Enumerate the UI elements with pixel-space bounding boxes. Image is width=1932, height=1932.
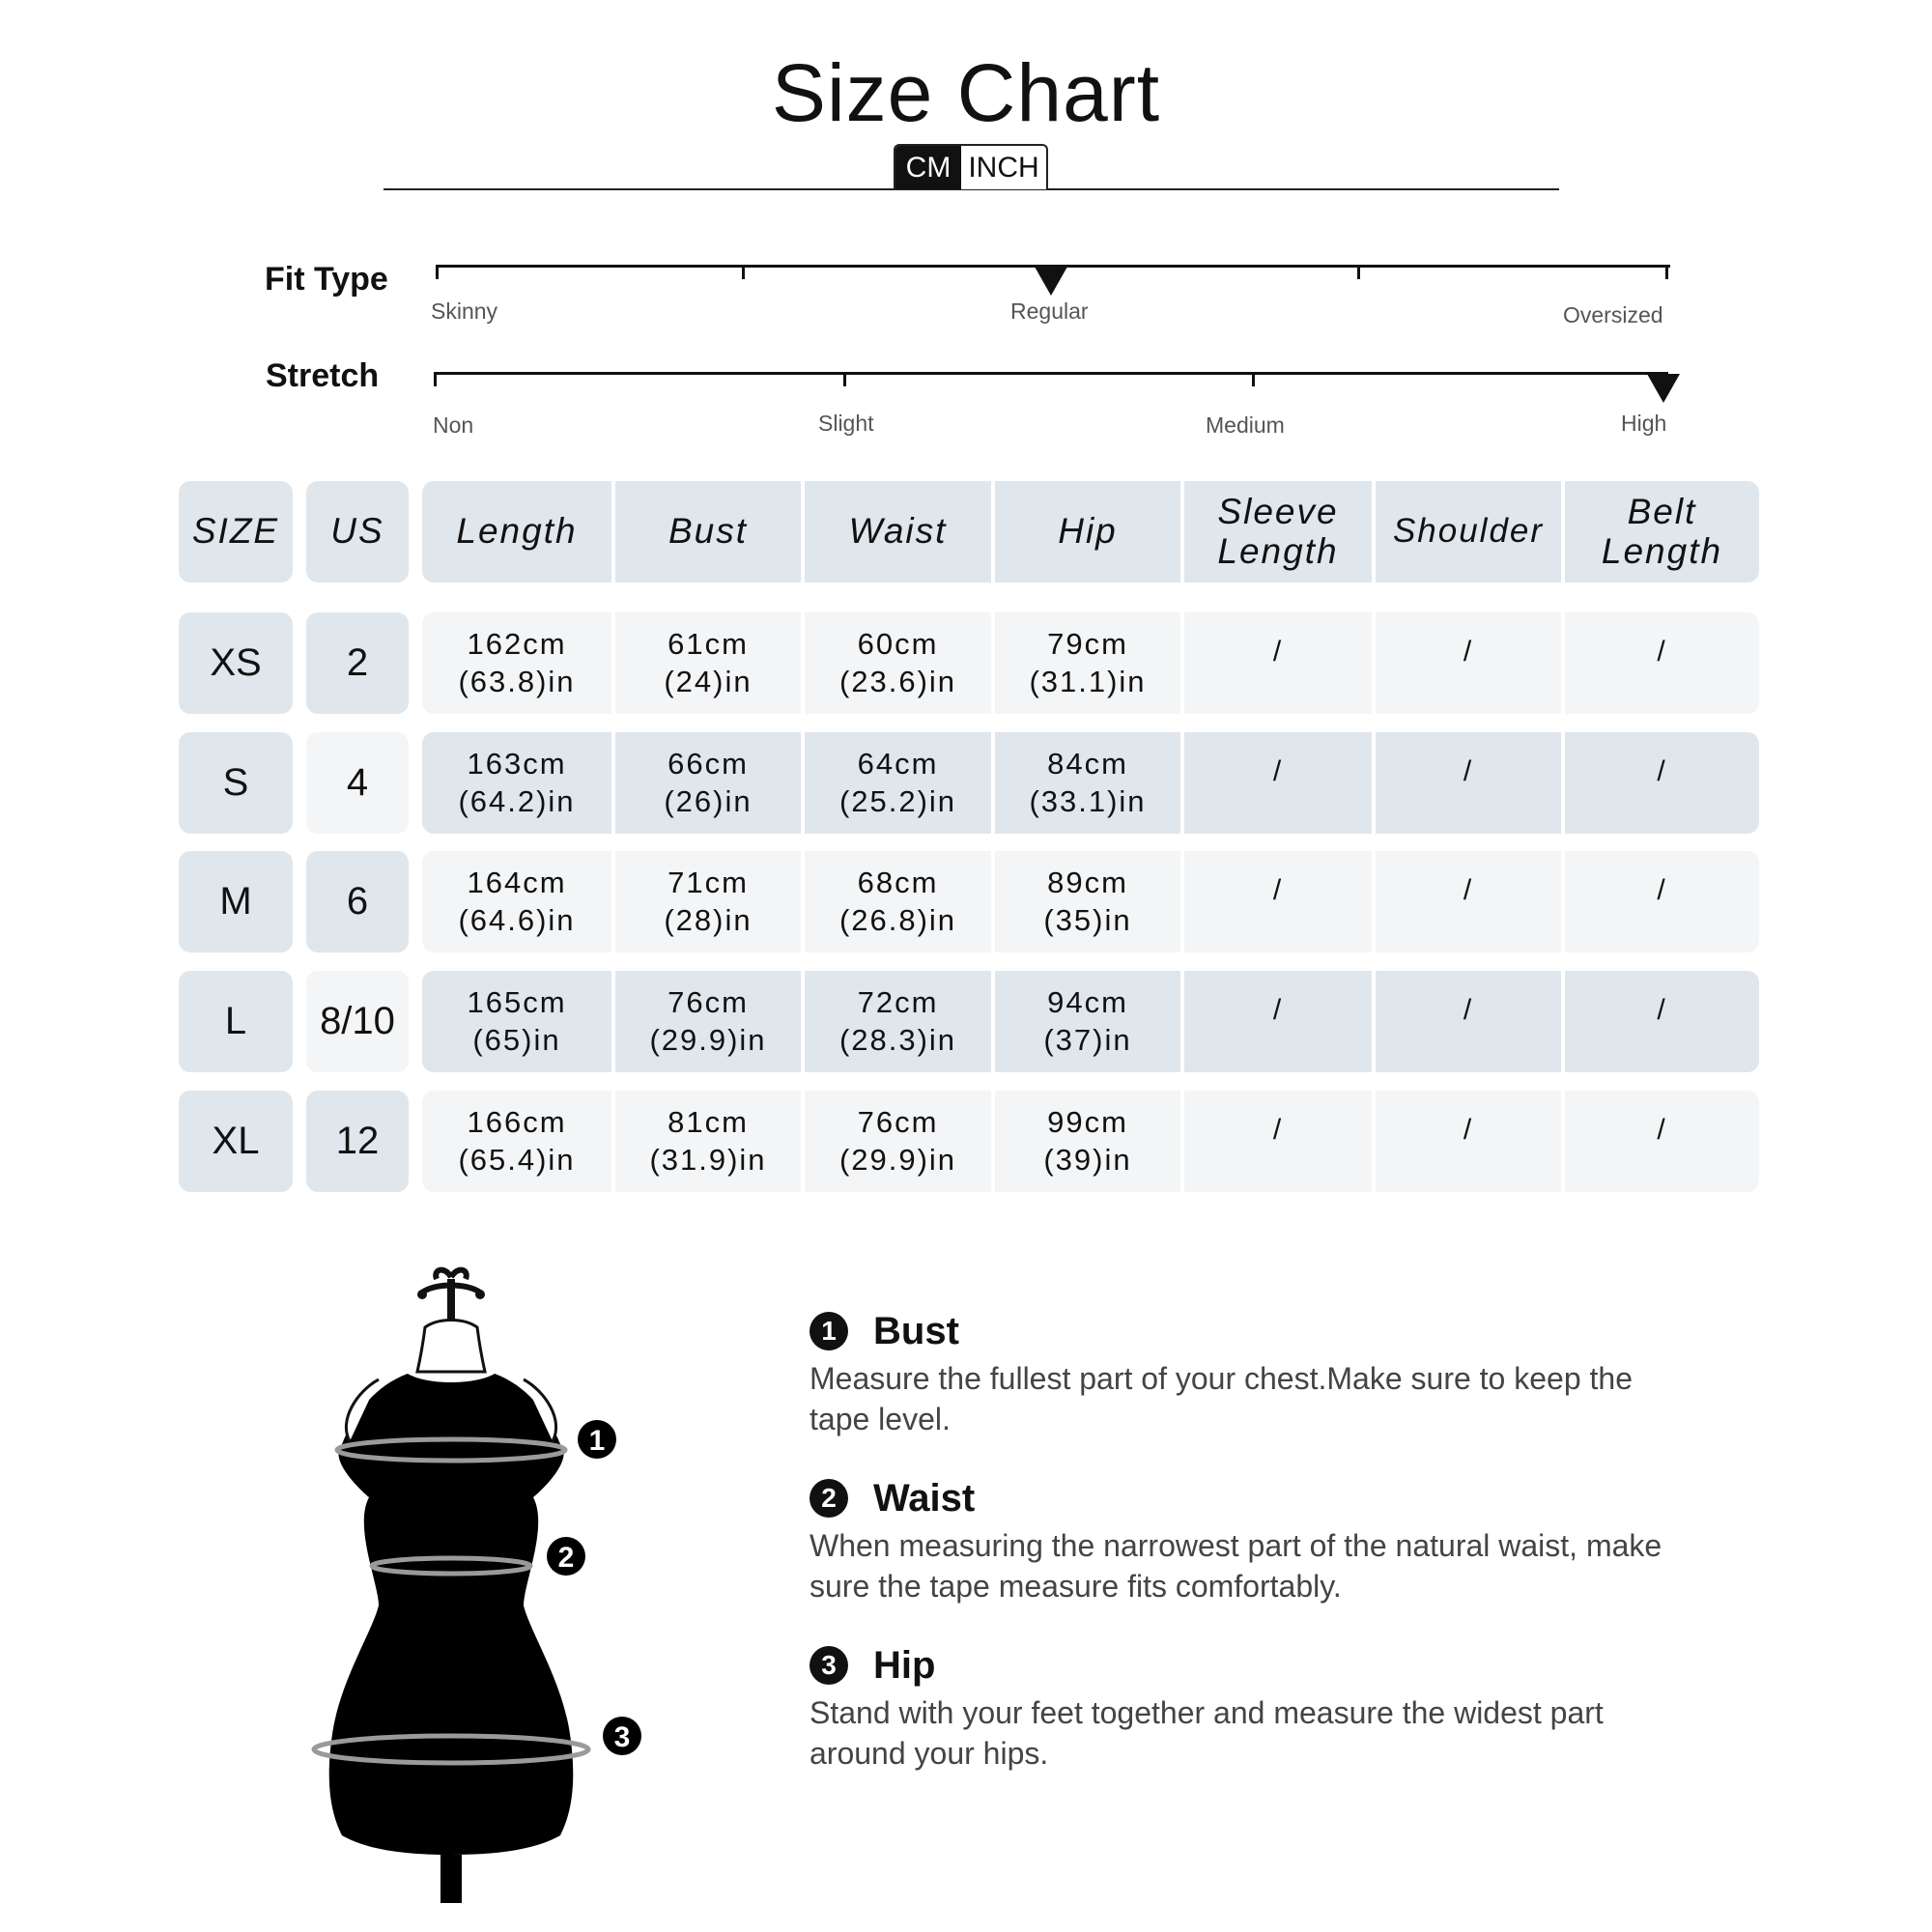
column-separator: [1180, 732, 1184, 834]
bust-in: (29.9)in: [649, 1022, 767, 1057]
column-separator: [1372, 1091, 1376, 1192]
size-cell: XL: [179, 1091, 293, 1192]
column-separator: [1372, 851, 1376, 952]
bust-in: (24)in: [664, 664, 753, 698]
column-separator: [1561, 732, 1565, 834]
header-shoulder: Shoulder: [1392, 512, 1545, 551]
size-cell: S: [179, 732, 293, 834]
waist-cm: 72cm: [857, 984, 939, 1019]
length-cell: [422, 971, 611, 1072]
column-separator: [611, 851, 615, 952]
hip-cm: 89cm: [1047, 865, 1128, 899]
unit-cm-tab[interactable]: CM: [895, 146, 961, 189]
column-separator: [991, 971, 995, 1072]
hip-in: (37)in: [1043, 1022, 1132, 1057]
hip-cell: [995, 612, 1180, 714]
marker-2-icon: [547, 1537, 585, 1576]
column-separator: [611, 1091, 615, 1192]
guide-desc-line: When measuring the narrowest part of the natural waist, make: [810, 1528, 1662, 1563]
stretch-option-non: Non: [433, 412, 474, 438]
hip-cell: [995, 851, 1180, 952]
column-separator: [801, 612, 805, 714]
column-separator: [1180, 971, 1184, 1072]
length-in: (63.8)in: [458, 664, 576, 698]
column-separator: [801, 851, 805, 952]
column-separator: [991, 732, 995, 834]
header-waist: Waist: [848, 511, 948, 552]
bust-in: (28)in: [664, 902, 753, 937]
dress-form-neck: [417, 1321, 485, 1373]
header-bust: Bust: [668, 511, 749, 552]
length-cm: 163cm: [467, 746, 567, 781]
bust-cm: 61cm: [668, 626, 749, 661]
table-row: [422, 612, 1759, 714]
shoulder-cell: /: [1463, 994, 1474, 1026]
size-cell: M: [179, 851, 293, 952]
guide-desc-line: sure the tape measure fits comfortably.: [810, 1568, 1342, 1604]
guide-title: Waist: [873, 1476, 976, 1520]
hip-cell: [995, 971, 1180, 1072]
column-separator: [1561, 612, 1565, 714]
bust-cell: [615, 732, 801, 834]
guide-waist: [810, 1474, 1776, 1606]
stretch-option-slight: Slight: [818, 411, 874, 436]
waist-cm: 76cm: [857, 1104, 939, 1139]
stretch-option-medium: Medium: [1206, 412, 1285, 438]
guide-desc-line: around your hips.: [810, 1735, 1049, 1771]
bust-cm: 71cm: [668, 865, 749, 899]
sleeve-cell: /: [1272, 874, 1284, 906]
us-cell: 4: [306, 732, 409, 834]
column-separator: [611, 732, 615, 834]
bust-cell: [615, 1091, 801, 1192]
guide-title: Bust: [873, 1309, 959, 1352]
hip-cm: 79cm: [1047, 626, 1128, 661]
length-cell: [422, 612, 611, 714]
waist-in: (28.3)in: [838, 1022, 957, 1057]
us-cell: 6: [306, 851, 409, 952]
hip-cell: [995, 732, 1180, 834]
shoulder-cell: /: [1463, 755, 1474, 787]
column-separator: [801, 732, 805, 834]
unit-inch-tab[interactable]: INCH: [968, 151, 1039, 184]
bust-cell: [615, 612, 801, 714]
hip-cm: 84cm: [1047, 746, 1128, 781]
header-belt-line1: Belt: [1627, 491, 1697, 531]
guide-desc-line: Stand with your feet together and measure the widest part: [810, 1695, 1604, 1730]
guide-desc-line: Measure the fullest part of your chest.Make sure to keep the: [810, 1361, 1633, 1396]
bust-cm: 76cm: [668, 984, 749, 1019]
waist-cm: 64cm: [857, 746, 939, 781]
length-in: (65.4)in: [458, 1142, 576, 1177]
size-cell: L: [179, 971, 293, 1072]
belt-cell: /: [1657, 755, 1667, 787]
column-separator: [611, 612, 615, 714]
length-cell: [422, 732, 611, 834]
scale-tick: [434, 372, 437, 386]
svg-text:2: 2: [557, 1542, 575, 1574]
waist-cell: [805, 612, 991, 714]
length-cm: 162cm: [467, 626, 567, 661]
header-us: US: [306, 481, 409, 582]
scale-tick: [1665, 265, 1668, 279]
waist-in: (26.8)in: [838, 902, 957, 937]
length-in: (65)in: [472, 1022, 561, 1057]
belt-cell: /: [1657, 994, 1667, 1026]
column-separator: [1180, 851, 1184, 952]
unit-toggle[interactable]: [894, 144, 1048, 189]
header-belt-length: [1565, 481, 1759, 582]
column-separator: [991, 1091, 995, 1192]
table-row: [422, 732, 1759, 834]
svg-text:3: 3: [613, 1721, 631, 1753]
bust-cm: 66cm: [668, 746, 749, 781]
us-cell: 2: [306, 612, 409, 714]
header-sleeve-line2: Length: [1217, 530, 1339, 571]
bust-in: (31.9)in: [649, 1142, 767, 1177]
waist-cell: [805, 1091, 991, 1192]
length-cell: [422, 1091, 611, 1192]
sleeve-cell: /: [1272, 755, 1284, 787]
hip-cm: 99cm: [1047, 1104, 1128, 1139]
guide-heading: [810, 1474, 1776, 1522]
scale-tick: [1252, 372, 1255, 386]
guide-description: [810, 1693, 1776, 1774]
hip-in: (39)in: [1043, 1142, 1132, 1177]
stretch-label: Stretch: [266, 357, 380, 394]
scale-tick: [436, 265, 439, 279]
column-separator: [991, 851, 995, 952]
bust-cm: 81cm: [668, 1104, 749, 1139]
column-separator: [1372, 732, 1376, 834]
column-separator: [1180, 612, 1184, 714]
fit-type-marker: [1035, 267, 1067, 296]
guide-hip: [810, 1641, 1776, 1774]
waist-in: (25.2)in: [838, 783, 957, 818]
fit-option-skinny: Skinny: [431, 298, 498, 324]
number-3-icon: 3: [810, 1646, 848, 1685]
length-cell: [422, 851, 611, 952]
header-hip: Hip: [1058, 511, 1118, 552]
header-sleeve-line1: Sleeve: [1217, 491, 1339, 531]
us-cell: 12: [306, 1091, 409, 1192]
column-separator: [1561, 1091, 1565, 1192]
waist-cell: [805, 732, 991, 834]
waist-cell: [805, 971, 991, 1072]
scale-tick: [1357, 265, 1360, 279]
stretch-option-high: High: [1621, 411, 1667, 436]
page-title: Size Chart: [771, 47, 1161, 138]
length-cm: 164cm: [467, 865, 567, 899]
hip-cm: 94cm: [1047, 984, 1128, 1019]
length-cm: 166cm: [467, 1104, 567, 1139]
stand-top-icon: [417, 1270, 485, 1320]
waist-cm: 60cm: [857, 626, 939, 661]
bust-cell: [615, 971, 801, 1072]
hip-in: (31.1)in: [1029, 664, 1147, 698]
table-row: [422, 1091, 1759, 1192]
waist-in: (23.6)in: [838, 664, 957, 698]
column-separator: [991, 612, 995, 714]
svg-text:1: 1: [588, 1425, 606, 1457]
belt-cell: /: [1657, 636, 1667, 668]
column-separator: [1180, 1091, 1184, 1192]
header-length: Length: [456, 511, 578, 552]
marker-3-icon: [603, 1717, 641, 1755]
hip-in: (35)in: [1043, 902, 1132, 937]
shoulder-cell: /: [1463, 874, 1474, 906]
waist-in: (29.9)in: [838, 1142, 957, 1177]
marker-1-icon: [578, 1420, 616, 1459]
belt-cell: /: [1657, 874, 1667, 906]
sleeve-cell: /: [1272, 994, 1284, 1026]
table-row: [422, 971, 1759, 1072]
table-row: [422, 851, 1759, 952]
shoulder-cell: /: [1463, 1114, 1474, 1146]
dress-form-pole: [440, 1855, 462, 1903]
column-separator: [611, 971, 615, 1072]
guide-bust: [810, 1307, 1776, 1439]
stretch-scale: [434, 372, 1668, 375]
hip-in: (33.1)in: [1029, 783, 1147, 818]
column-separator: [1561, 971, 1565, 1072]
fit-type-scale: [436, 265, 1670, 268]
guide-heading: [810, 1641, 1776, 1690]
header-belt-line2: Length: [1601, 530, 1723, 571]
fit-option-oversized: Oversized: [1563, 302, 1663, 327]
us-cell: 8/10: [306, 971, 409, 1072]
belt-cell: /: [1657, 1114, 1667, 1146]
waist-cell: [805, 851, 991, 952]
sleeve-cell: /: [1272, 636, 1284, 668]
fit-option-regular: Regular: [1010, 298, 1089, 324]
guide-title: Hip: [873, 1643, 936, 1687]
bust-in: (26)in: [664, 783, 753, 818]
fit-type-label: Fit Type: [265, 261, 388, 298]
length-cm: 165cm: [467, 984, 567, 1019]
sleeve-cell: /: [1272, 1114, 1284, 1146]
column-separator: [801, 1091, 805, 1192]
dress-silhouette: [329, 1374, 574, 1855]
scale-tick: [843, 372, 846, 386]
hip-cell: [995, 1091, 1180, 1192]
bust-cell: [615, 851, 801, 952]
guide-description: [810, 1359, 1776, 1439]
number-2-icon: 2: [810, 1479, 848, 1518]
header-sleeve-length: [1184, 481, 1372, 582]
length-in: (64.2)in: [458, 783, 576, 818]
column-separator: [1561, 851, 1565, 952]
guide-desc-line: tape level.: [810, 1401, 951, 1436]
waist-cm: 68cm: [857, 865, 939, 899]
guide-heading: [810, 1307, 1776, 1355]
header-size: SIZE: [179, 481, 293, 582]
guide-description: [810, 1526, 1776, 1606]
column-separator: [801, 971, 805, 1072]
column-separator: [1372, 612, 1376, 714]
length-in: (64.6)in: [458, 902, 576, 937]
stretch-marker: [1647, 374, 1680, 403]
shoulder-cell: /: [1463, 636, 1474, 668]
dress-form-illustration: [299, 1265, 686, 1903]
size-cell: XS: [179, 612, 293, 714]
scale-tick: [742, 265, 745, 279]
number-1-icon: 1: [810, 1312, 848, 1350]
column-separator: [1372, 971, 1376, 1072]
